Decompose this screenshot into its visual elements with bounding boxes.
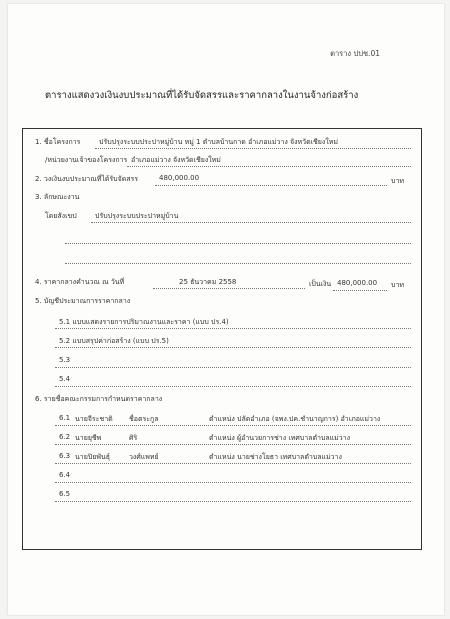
budget-value: 480,000.00 <box>159 174 200 182</box>
committee-member-position: ตำแหน่ง ปลัดอำเภอ (จพง.ปค.ชำนาญการ) อำเภอแม่วาง <box>209 415 381 423</box>
median-price-date-value: 25 ธันวาคม 2558 <box>179 278 237 286</box>
project-name-value: ปรับปรุงระบบประปาหมู่บ้าน หมู่ 1 ตำบลบ้านกาด อำเภอแม่วาง จังหวัดเชียงใหม่ <box>99 138 338 146</box>
work-summary-value: ปรับปรุงระบบประปาหมู่บ้าน <box>95 212 179 220</box>
committee-member-last-name: วงศ์แพทย์ <box>129 453 159 461</box>
committee-member-num: 6.5 <box>59 490 71 498</box>
dotted-line <box>55 463 411 464</box>
dotted-line <box>55 386 411 387</box>
committee-member-num: 6.2 <box>59 433 71 441</box>
budget-unit: บาท <box>391 177 404 185</box>
amount-unit: บาท <box>391 281 404 289</box>
committee-member-first-name: นายปิยพันธุ์ <box>75 453 111 461</box>
agency-value: อำเภอแม่วาง จังหวัดเชียงใหม่ <box>131 156 221 164</box>
committee-member-first-name: นายจีระชาติ <box>75 415 113 423</box>
project-name-label: 1. ชื่อโครงการ <box>35 138 81 146</box>
committee-member-position: ตำแหน่ง นายช่างโยธา เทศบาลตำบลแม่วาง <box>209 453 342 461</box>
committee-member-num: 6.4 <box>59 471 71 479</box>
dotted-line <box>95 148 411 149</box>
estimate-list-label: 5. บัญชีประมาณการราคากลาง <box>35 297 131 305</box>
dotted-line <box>55 501 411 502</box>
dotted-line <box>333 290 387 291</box>
dotted-line <box>55 367 411 368</box>
amount-value: 480,000.00 <box>337 279 378 287</box>
committee-label: 6. รายชื่อคณะกรรมการกำหนดราคากลาง <box>35 395 163 403</box>
dotted-line <box>55 444 411 445</box>
committee-member-last-name: ชื่อตระกูล <box>129 415 159 423</box>
committee-member-num: 6.1 <box>59 414 71 422</box>
estimate-entry: 5.1 แบบแสดงรายการปริมาณงานและราคา (แบบ ปร.4) <box>59 318 229 326</box>
dotted-line <box>65 263 411 264</box>
dotted-line <box>55 347 411 348</box>
dotted-line <box>55 425 411 426</box>
dotted-line <box>55 328 411 329</box>
work-summary-label: โดยสังเขป <box>45 212 77 220</box>
form-frame <box>22 128 422 550</box>
committee-member-last-name: ศิริ <box>129 434 138 442</box>
document-title: ตารางแสดงวงเงินงบประมาณที่ได้รับจัดสรรและราคากลางในงานจ้างก่อสร้าง <box>45 90 359 101</box>
dotted-line <box>55 482 411 483</box>
budget-label: 2. วงเงินงบประมาณที่ได้รับจัดสรร <box>35 175 139 183</box>
dotted-line <box>91 222 411 223</box>
document-page <box>8 4 444 615</box>
work-type-label: 3. ลักษณะงาน <box>35 193 80 201</box>
dotted-line <box>155 185 387 186</box>
estimate-entry: 5.4 <box>59 375 71 383</box>
committee-member-position: ตำแหน่ง ผู้อำนวยการช่าง เทศบาลตำบลแม่วาง <box>209 434 351 442</box>
form-code: ตาราง ปปช.01 <box>330 49 380 58</box>
dotted-line <box>65 243 411 244</box>
dotted-line <box>127 166 411 167</box>
estimate-entry: 5.2 แบบสรุปค่าก่อสร้าง (แบบ ปร.5) <box>59 337 169 345</box>
dotted-line <box>153 288 305 289</box>
committee-member-num: 6.3 <box>59 452 71 460</box>
median-price-date-label: 4. ราคากลางคำนวณ ณ วันที่ <box>35 278 125 286</box>
committee-member-first-name: นายยุชีพ <box>75 434 102 442</box>
estimate-entry: 5.3 <box>59 356 71 364</box>
agency-label: /หน่วยงานเจ้าของโครงการ <box>45 156 128 164</box>
amount-label: เป็นเงิน <box>309 280 332 288</box>
